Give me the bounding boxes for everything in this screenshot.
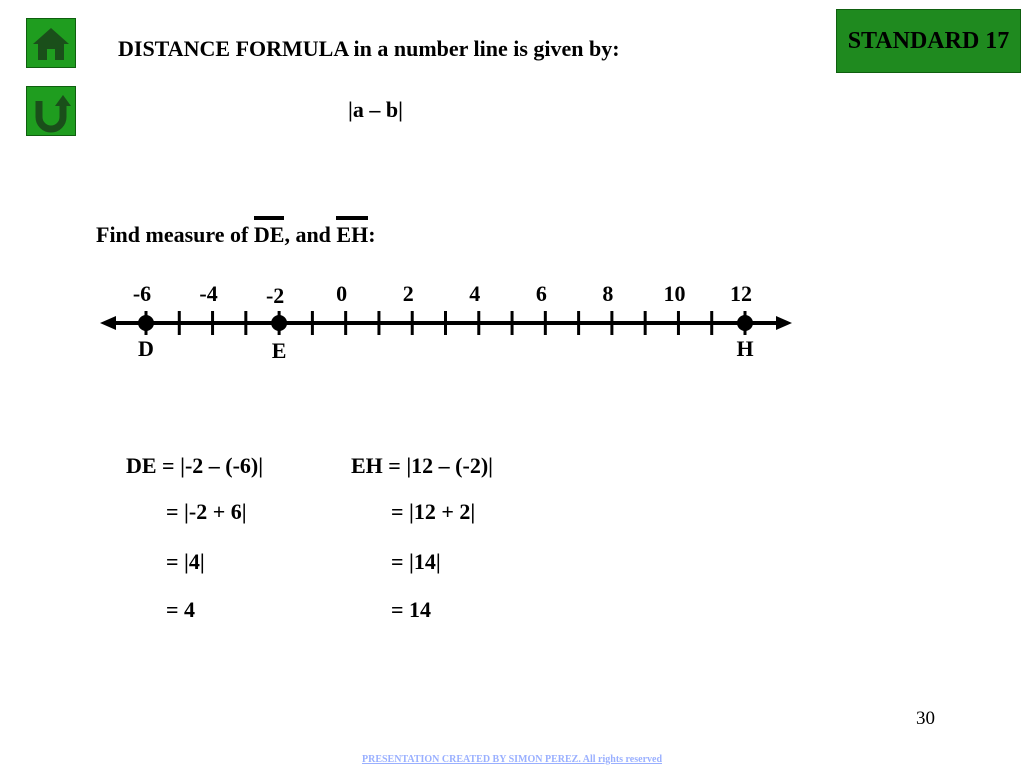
tick-label: -2 xyxy=(265,283,285,308)
arrow-right-icon xyxy=(776,316,792,330)
footer-credit[interactable]: PRESENTATION CREATED BY SIMON PEREZ. All rights reserved xyxy=(361,754,663,765)
tick-label: 10 xyxy=(663,281,686,306)
distance-formula: |a – b| xyxy=(348,97,403,122)
tick-label: 6 xyxy=(535,281,547,306)
point-h xyxy=(737,315,753,331)
overbar-eh xyxy=(336,216,368,220)
point-e xyxy=(271,315,287,331)
arrow-left-icon xyxy=(100,316,116,330)
point-label-h: H xyxy=(736,336,754,361)
overbar-de xyxy=(254,216,285,220)
page-heading: DISTANCE FORMULA in a number line is given by: xyxy=(118,36,620,61)
tick-label: 12 xyxy=(730,281,752,306)
de-step-3: = |4| xyxy=(166,549,205,574)
tick-label: -6 xyxy=(132,281,152,306)
tick-label: -4 xyxy=(199,281,218,306)
segment-eh: EH xyxy=(336,222,368,248)
de-step-1: DE = |-2 – (-6)| xyxy=(126,453,264,478)
point-d xyxy=(138,315,154,331)
question-middle: , and xyxy=(284,222,337,247)
question-suffix: : xyxy=(368,222,376,247)
eh-step-1: EH = |12 – (-2)| xyxy=(351,453,493,478)
page-number: 30 xyxy=(916,708,935,729)
eh-step-3: = |14| xyxy=(391,549,441,574)
standard-badge: STANDARD 17 xyxy=(836,9,1021,73)
point-label-d: D xyxy=(138,336,154,361)
de-step-2: = |-2 + 6| xyxy=(166,499,247,524)
segment-de: DE xyxy=(254,222,285,248)
question-prefix: Find measure of xyxy=(96,222,254,247)
tick-label: 0 xyxy=(336,281,348,306)
de-step-4: = 4 xyxy=(166,597,196,622)
back-button[interactable] xyxy=(26,86,76,136)
eh-step-4: = 14 xyxy=(391,597,432,622)
point-label-e: E xyxy=(271,338,287,363)
home-icon xyxy=(27,19,75,67)
question-text xyxy=(96,222,376,248)
eh-step-2: = |12 + 2| xyxy=(391,499,476,524)
tick-label: 8 xyxy=(602,281,614,306)
home-button[interactable] xyxy=(26,18,76,68)
tick-label: 4 xyxy=(469,281,481,306)
tick-label: 2 xyxy=(402,281,414,306)
number-line xyxy=(0,270,1024,380)
u-turn-back-icon xyxy=(27,87,75,135)
